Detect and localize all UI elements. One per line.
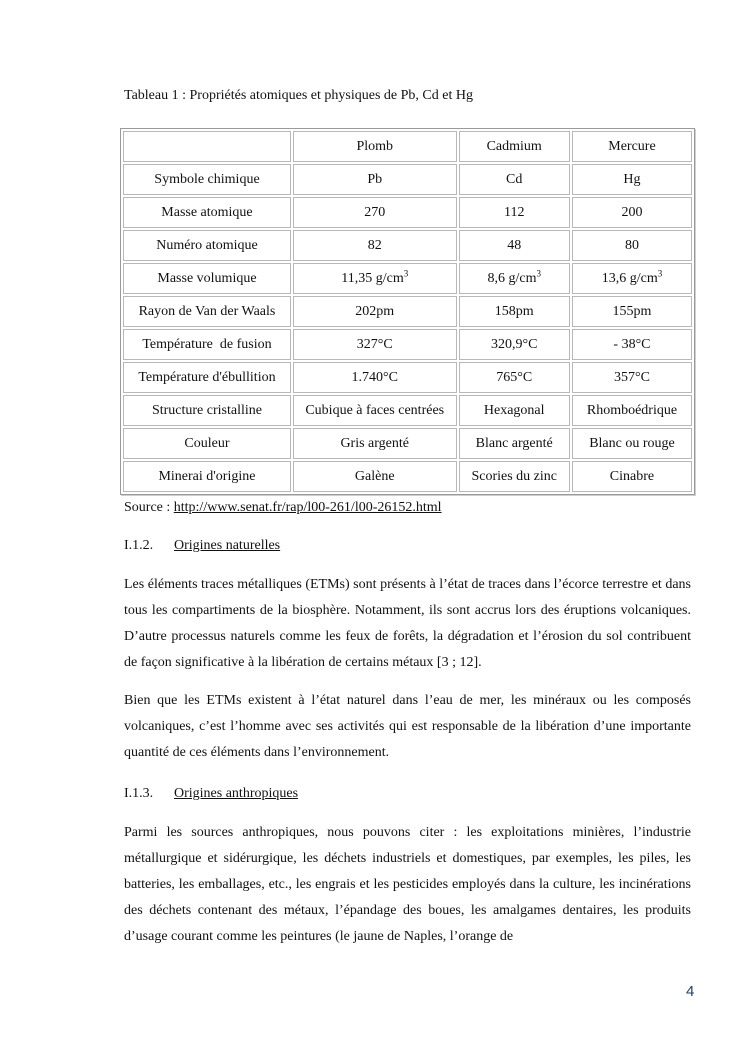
properties-table <box>120 128 695 495</box>
table-row <box>123 296 692 327</box>
row-label: Couleur <box>123 428 291 459</box>
superscript: 3 <box>657 267 663 278</box>
source-link[interactable]: http://www.senat.fr/rap/l00-261/l00-26152.html <box>173 500 442 515</box>
table-row <box>123 164 692 195</box>
row-label: Minerai d'origine <box>123 461 291 492</box>
table-cell: Cubique à faces centrées <box>293 395 457 426</box>
paragraph: Parmi les sources anthropiques, nous pouvons citer : les exploitations minières, l’industrie métallurgique et sidérurgique, les déchets industriels et domestiques, par exemples, les piles, les batteries, les emballages, etc., les engrais et les pesticides employés dans la culture, les incinérations des déchets contenant des métaux, l’épandage des boues, les amalgames dentaires, les produits d’usage courant comme les peintures (le jaune de Naples, l’orange de <box>124 825 691 944</box>
table-cell: Gris argenté <box>293 428 457 459</box>
table-cell: 80 <box>572 230 692 261</box>
table-row <box>123 428 692 459</box>
table-cell: Pb <box>293 164 457 195</box>
row-label: Numéro atomique <box>123 230 291 261</box>
table-cell: 158pm <box>459 296 570 327</box>
table-cell: 48 <box>459 230 570 261</box>
header-cell-plomb: Plomb <box>293 131 457 162</box>
table-cell: Cd <box>459 164 570 195</box>
table-cell: Hg <box>572 164 692 195</box>
paragraph: Les éléments traces métalliques (ETMs) sont présents à l’état de traces dans l’écorce terrestre et dans tous les compartiments de la biosphère. Notamment, ils sont accrus lors des éruptions volcaniques. D’autre processus naturels comme les feux de forêts, la dégradation et l’érosion du sol contribuent de façon significative à la libération de certains métaux [3 ; 12]. <box>124 577 691 670</box>
section-heading-naturelles <box>124 538 280 554</box>
table-cell: Rhomboédrique <box>572 395 692 426</box>
row-label: Masse volumique <box>123 263 291 294</box>
table-cell: Cinabre <box>572 461 692 492</box>
table-cell: 270 <box>293 197 457 228</box>
table-cell: 200 <box>572 197 692 228</box>
table-cell: 202pm <box>293 296 457 327</box>
table-row <box>123 263 692 294</box>
header-cell-empty <box>123 131 291 162</box>
row-label: Structure cristalline <box>123 395 291 426</box>
table-cell: 765°C <box>459 362 570 393</box>
table-row <box>123 461 692 492</box>
table-cell: Blanc argenté <box>459 428 570 459</box>
row-label: Masse atomique <box>123 197 291 228</box>
table-cell <box>572 263 692 294</box>
row-label: Température de fusion <box>123 329 291 360</box>
table-cell: Blanc ou rouge <box>572 428 692 459</box>
table-caption: Tableau 1 : Propriétés atomiques et physiques de Pb, Cd et Hg <box>124 88 473 103</box>
section-number: I.1.2. <box>124 538 154 553</box>
table-cell: 1.740°C <box>293 362 457 393</box>
table-cell <box>459 263 570 294</box>
table-cell: 155pm <box>572 296 692 327</box>
superscript: 3 <box>536 267 541 278</box>
table-cell: 327°C <box>293 329 457 360</box>
table-cell: 82 <box>293 230 457 261</box>
table-cell: Hexagonal <box>459 395 570 426</box>
source-label: Source : <box>124 500 174 515</box>
section-title: Origines anthropiques <box>174 786 299 801</box>
page-number: 4 <box>686 983 695 1000</box>
table-cell: Galène <box>293 461 457 492</box>
section-number: I.1.3. <box>124 786 154 801</box>
table-row <box>123 395 692 426</box>
table-row <box>123 230 692 261</box>
header-cell-cadmium: Cadmium <box>459 131 570 162</box>
section-title: Origines naturelles <box>174 538 281 553</box>
table-cell: 112 <box>459 197 570 228</box>
row-label: Température d'ébullition <box>123 362 291 393</box>
table-cell: 357°C <box>572 362 692 393</box>
table-cell: Scories du zinc <box>459 461 570 492</box>
table-row <box>123 329 692 360</box>
table-row <box>123 197 692 228</box>
source-line <box>124 500 442 516</box>
table-cell: 320,9°C <box>459 329 570 360</box>
table-row <box>123 362 692 393</box>
cell-value: 13,6 g/cm <box>601 270 658 286</box>
row-label: Rayon de Van der Waals <box>123 296 291 327</box>
superscript: 3 <box>403 267 409 278</box>
section-heading-anthropiques <box>124 786 298 802</box>
header-cell-mercure: Mercure <box>572 131 692 162</box>
row-label: Symbole chimique <box>123 164 291 195</box>
table-cell: - 38°C <box>572 329 692 360</box>
cell-value: 11,35 g/cm <box>341 270 404 286</box>
table-header-row <box>123 131 692 162</box>
cell-value: 8,6 g/cm <box>487 270 537 286</box>
table-cell <box>293 263 457 294</box>
paragraph: Bien que les ETMs existent à l’état naturel dans l’eau de mer, les minéraux ou les composés volcaniques, c’est l’homme avec ses activités qui est responsable de la libération d’une importante quantité de ces éléments dans l’environnement. <box>124 693 691 760</box>
